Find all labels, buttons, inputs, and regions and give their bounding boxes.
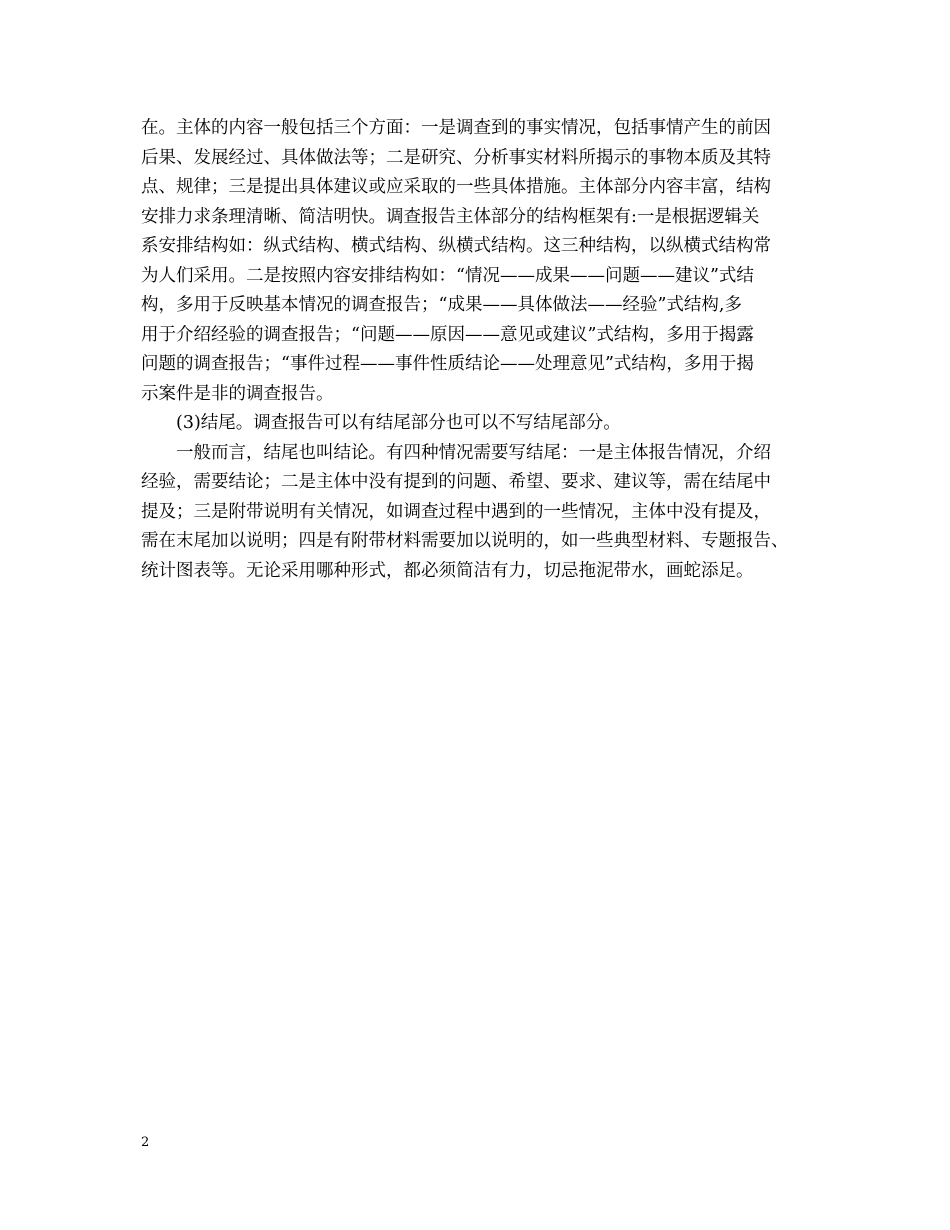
text-line: 一般而言，结尾也叫结论。有四种情况需要写结尾：一是主体报告情况，介绍 <box>176 442 771 463</box>
text-line: 在。主体的内容一般包括三个方面：一是调查到的事实情况，包括事情产生的前因 <box>141 118 771 138</box>
text-line: 系安排结构如：纵式结构、横式结构、纵横式结构。这三种结构，以纵横式结构常 <box>141 236 771 256</box>
text-line: 提及；三是附带说明有关情况，如调查过程中遇到的一些情况，主体中没有提及， <box>141 501 771 522</box>
text-line: 构，多用于反映基本情况的调查报告；“成果——具体做法——经验”式结构,多 <box>141 295 742 315</box>
text-line: 统计图表等。无论采用哪种形式，都必须简洁有力，切忌拖泥带水，画蛇添足。 <box>141 560 754 581</box>
text-line: 问题的调查报告；“事件过程——事件性质结论——处理意见”式结构，多用于揭 <box>141 354 754 374</box>
page-number: 2 <box>141 1135 150 1150</box>
text-line: 为人们采用。二是按照内容安排结构如：“情况——成果——问题——建议”式结 <box>141 265 754 286</box>
text-line: 后果、发展经过、具体做法等；二是研究、分析事实材料所揭示的事物本质及其特 <box>141 147 771 168</box>
text-line: 安排力求条理清晰、简洁明快。调查报告主体部分的结构框架有:一是根据逻辑关 <box>141 206 760 227</box>
section-heading-conclusion: (3)结尾。调查报告可以有结尾部分也可以不写结尾部分。 <box>176 413 621 433</box>
text-line: 需在末尾加以说明；四是有附带材料需要加以说明的，如一些典型材料、专题报告、 <box>141 531 789 551</box>
text-line: 示案件是非的调查报告。 <box>141 383 334 404</box>
body-text <box>141 114 831 586</box>
text-line: 用于介绍经验的调查报告；“问题——原因——意见或建议”式结构，多用于揭露 <box>141 324 754 345</box>
text-line: 经验，需要结论；二是主体中没有提到的问题、希望、要求、建议等，需在结尾中 <box>141 472 771 492</box>
text-line: 点、规律；三是提出具体建议或应采取的一些具体措施。主体部分内容丰富，结构 <box>141 177 771 197</box>
